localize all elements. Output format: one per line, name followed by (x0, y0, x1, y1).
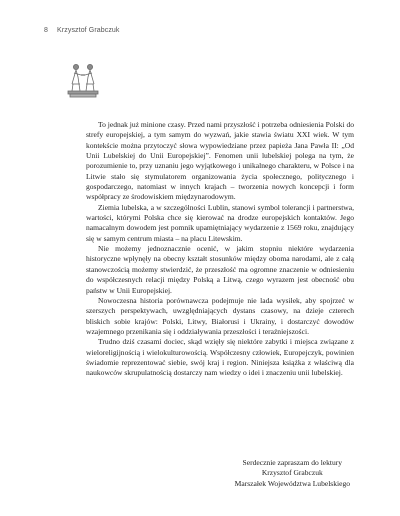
paragraph-5: Trudno dziś czasami dociec, skąd wzięły się niektóre zabytki i miejsca związane z wieloreligijnością i wielokulturowością. Współczesny człowiek, Europejczyk, powinien świadomie reprezentować siebie, swój kraj i region. Niniejsza książka z właściwą dla naukowców skrupulatnością dostarczy nam wiedzy o idei i znaczeniu unii lubelskiej. (86, 337, 354, 378)
running-header (44, 27, 120, 34)
relief-emblem-graphic (66, 60, 100, 100)
paragraph-3: Nie możemy jednoznacznie ocenić, w jakim stopniu niektóre wydarzenia historyczne wpłynęły na obecny kształt stosunków między oboma narodami, ale z całą stanowczością możemy stwierdzić, że przeszłość ma ogromne znaczenie w odniesieniu do współczesnych relacji między Polską a Litwą, czego wyrazem jest obecność obu państw w Unii Europejskiej. (86, 244, 354, 295)
main-text (86, 120, 354, 379)
two-figures-relief-icon (66, 60, 100, 100)
paragraph-2: Ziemia lubelska, a w szczególności Lublin, stanowi symbol tolerancji i partnerstwa, wartości, którymi Polska chce się kierować na drodze europejskich kontaktów. Jego namacalnym dowodem jest pomnik upamiętniający wydarzenie z 1569 roku, znajdujący się w samym centrum miasta – na placu Litewskim. (86, 202, 354, 243)
signatory-name: Krzysztof Grabczuk (261, 468, 323, 478)
page-number: 8 (44, 27, 48, 34)
paragraph-4: Nowoczesna historia porównawcza podejmuje nie lada wysiłek, aby spojrzeć w szerszych perspektywach, uwzględniających dystans czasowy, na dzieje czterech bliskich sobie krajów: Polski, Litwy, Białorusi i Ukrainy, i dostarczyć dowodów wzajemnego przenikania się i oddziaływania przeszłości i teraźniejszości. (86, 295, 354, 336)
signature-block (235, 458, 350, 489)
signatory-title: Marszałek Województwa Lubelskiego (234, 478, 350, 488)
header-author: Krzysztof Grabczuk (57, 27, 120, 34)
paragraph-1: To jednak już minione czasy. Przed nami przyszłość i potrzeba odniesienia Polski do strefy europejskiej, a tym samym do wyzwań, jakie stawia światu XXI wiek. W tym kontekście można przytoczyć słowa wypowiedziane przez papieża Jana Pawła II: „Od Unii Lubelskiej do Unii Europejskiej”. Fenomen unii lubelskiej polega na tym, że porozumienie to, przy uznaniu jego wyjątkowego i unikalnego charakteru, w Polsce i na Litwie stało się stymulatorem organizowania życia społecznego, politycznego i gospodarczego, natomiast w innych krajach – tworzenia nowych koncepcji i form współpracy ze środowiskiem międzynarodowym. (86, 120, 354, 202)
closing-invitation: Serdecznie zapraszam do lektury (242, 458, 343, 467)
